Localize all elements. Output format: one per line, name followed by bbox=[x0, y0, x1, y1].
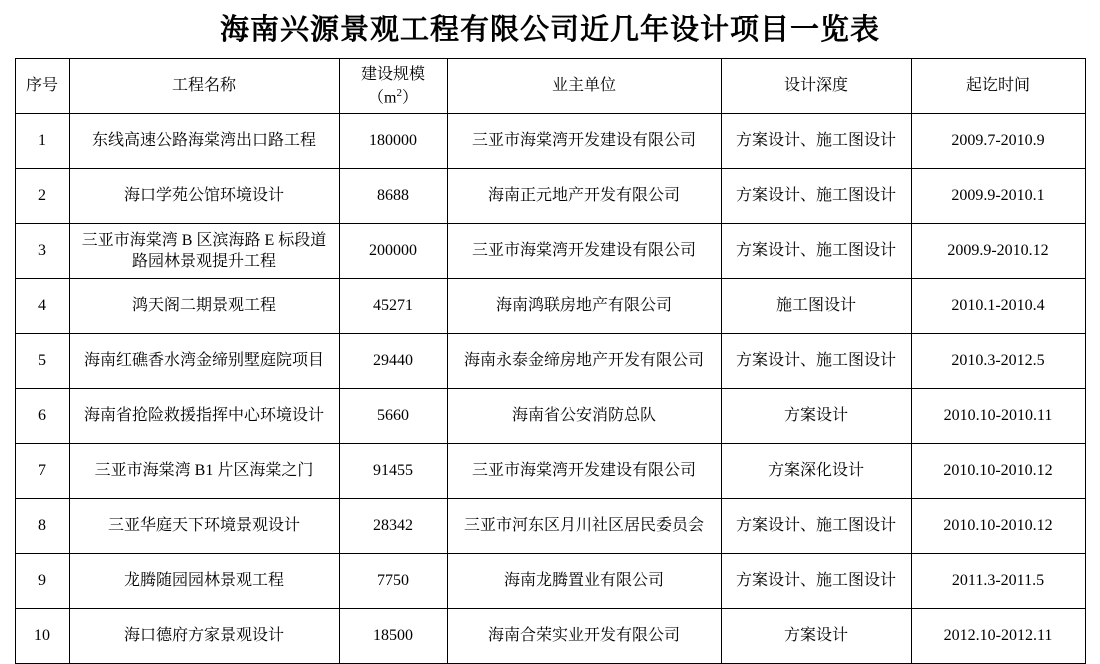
cell-project-name: 鸿天阁二期景观工程 bbox=[69, 279, 339, 334]
table-header-row bbox=[15, 59, 1085, 114]
cell-design-depth: 方案设计、施工图设计 bbox=[721, 224, 911, 279]
cell-index: 5 bbox=[15, 334, 69, 389]
table-row bbox=[15, 224, 1085, 279]
cell-design-depth: 方案设计、施工图设计 bbox=[721, 554, 911, 609]
cell-scale: 8688 bbox=[339, 169, 447, 224]
cell-project-name: 海南省抢险救援指挥中心环境设计 bbox=[69, 389, 339, 444]
table-row bbox=[15, 389, 1085, 444]
column-header-name: 工程名称 bbox=[69, 59, 339, 114]
cell-project-name bbox=[69, 224, 339, 279]
cell-owner: 三亚市海棠湾开发建设有限公司 bbox=[447, 224, 721, 279]
cell-period: 2010.10-2010.12 bbox=[911, 499, 1085, 554]
cell-project-name: 龙腾随园园林景观工程 bbox=[69, 554, 339, 609]
table-row bbox=[15, 279, 1085, 334]
table-row bbox=[15, 609, 1085, 664]
column-header-scale-label: 建设规模 bbox=[360, 65, 425, 83]
cell-scale: 29440 bbox=[339, 334, 447, 389]
table-row bbox=[15, 444, 1085, 499]
cell-design-depth: 方案设计 bbox=[721, 609, 911, 664]
cell-index: 4 bbox=[15, 279, 69, 334]
table-row bbox=[15, 114, 1085, 169]
cell-index: 8 bbox=[15, 499, 69, 554]
cell-scale: 18500 bbox=[339, 609, 447, 664]
cell-project-name-line2: 路园林景观提升工程 bbox=[131, 253, 276, 271]
column-header-index: 序号 bbox=[15, 59, 69, 114]
cell-index: 9 bbox=[15, 554, 69, 609]
cell-project-name: 东线高速公路海棠湾出口路工程 bbox=[69, 114, 339, 169]
cell-index: 1 bbox=[15, 114, 69, 169]
cell-scale: 91455 bbox=[339, 444, 447, 499]
cell-project-name: 海南红礁香水湾金缔别墅庭院项目 bbox=[69, 334, 339, 389]
cell-owner: 海南合荣实业开发有限公司 bbox=[447, 609, 721, 664]
cell-period: 2011.3-2011.5 bbox=[911, 554, 1085, 609]
cell-period: 2012.10-2012.11 bbox=[911, 609, 1085, 664]
page-title: 海南兴源景观工程有限公司近几年设计项目一览表 bbox=[219, 14, 880, 46]
cell-project-name: 海口学苑公馆环境设计 bbox=[69, 169, 339, 224]
cell-owner: 海南龙腾置业有限公司 bbox=[447, 554, 721, 609]
cell-period: 2009.9-2010.12 bbox=[911, 224, 1085, 279]
cell-index: 7 bbox=[15, 444, 69, 499]
cell-design-depth: 方案设计、施工图设计 bbox=[721, 169, 911, 224]
cell-owner: 三亚市海棠湾开发建设有限公司 bbox=[447, 444, 721, 499]
cell-index: 2 bbox=[15, 169, 69, 224]
table-row bbox=[15, 169, 1085, 224]
cell-owner: 海南鸿联房地产有限公司 bbox=[447, 279, 721, 334]
cell-period: 2010.1-2010.4 bbox=[911, 279, 1085, 334]
cell-design-depth: 方案深化设计 bbox=[721, 444, 911, 499]
cell-project-name-line1: 三亚市海棠湾 B 区滨海路 E 标段道 bbox=[81, 231, 327, 249]
cell-period: 2009.7-2010.9 bbox=[911, 114, 1085, 169]
cell-period: 2010.10-2010.11 bbox=[911, 389, 1085, 444]
cell-owner: 海南正元地产开发有限公司 bbox=[447, 169, 721, 224]
cell-period: 2009.9-2010.1 bbox=[911, 169, 1085, 224]
cell-index: 10 bbox=[15, 609, 69, 664]
cell-period: 2010.3-2012.5 bbox=[911, 334, 1085, 389]
cell-design-depth: 方案设计 bbox=[721, 389, 911, 444]
cell-owner: 海南省公安消防总队 bbox=[447, 389, 721, 444]
cell-design-depth: 方案设计、施工图设计 bbox=[721, 499, 911, 554]
cell-scale: 180000 bbox=[339, 114, 447, 169]
cell-scale: 28342 bbox=[339, 499, 447, 554]
column-header-owner: 业主单位 bbox=[447, 59, 721, 114]
unit-exponent: 2 bbox=[396, 86, 402, 99]
cell-owner: 三亚市河东区月川社区居民委员会 bbox=[447, 499, 721, 554]
column-header-scale-unit bbox=[343, 86, 444, 109]
cell-owner: 三亚市海棠湾开发建设有限公司 bbox=[447, 114, 721, 169]
cell-project-name: 三亚市海棠湾 B1 片区海棠之门 bbox=[69, 444, 339, 499]
project-list-table bbox=[15, 58, 1086, 664]
cell-index: 6 bbox=[15, 389, 69, 444]
cell-project-name: 海口德府方家景观设计 bbox=[69, 609, 339, 664]
cell-scale: 5660 bbox=[339, 389, 447, 444]
column-header-depth: 设计深度 bbox=[721, 59, 911, 114]
cell-scale: 7750 bbox=[339, 554, 447, 609]
table-row bbox=[15, 499, 1085, 554]
column-header-scale bbox=[339, 59, 447, 114]
cell-index: 3 bbox=[15, 224, 69, 279]
cell-owner: 海南永泰金缔房地产开发有限公司 bbox=[447, 334, 721, 389]
table-row bbox=[15, 334, 1085, 389]
cell-project-name: 三亚华庭天下环境景观设计 bbox=[69, 499, 339, 554]
cell-scale: 45271 bbox=[339, 279, 447, 334]
column-header-time: 起讫时间 bbox=[911, 59, 1085, 114]
unit-suffix: ） bbox=[401, 88, 418, 106]
cell-design-depth: 施工图设计 bbox=[721, 279, 911, 334]
cell-scale: 200000 bbox=[339, 224, 447, 279]
cell-period: 2010.10-2010.12 bbox=[911, 444, 1085, 499]
cell-design-depth: 方案设计、施工图设计 bbox=[721, 334, 911, 389]
cell-design-depth: 方案设计、施工图设计 bbox=[721, 114, 911, 169]
unit-prefix: （m bbox=[368, 88, 397, 106]
